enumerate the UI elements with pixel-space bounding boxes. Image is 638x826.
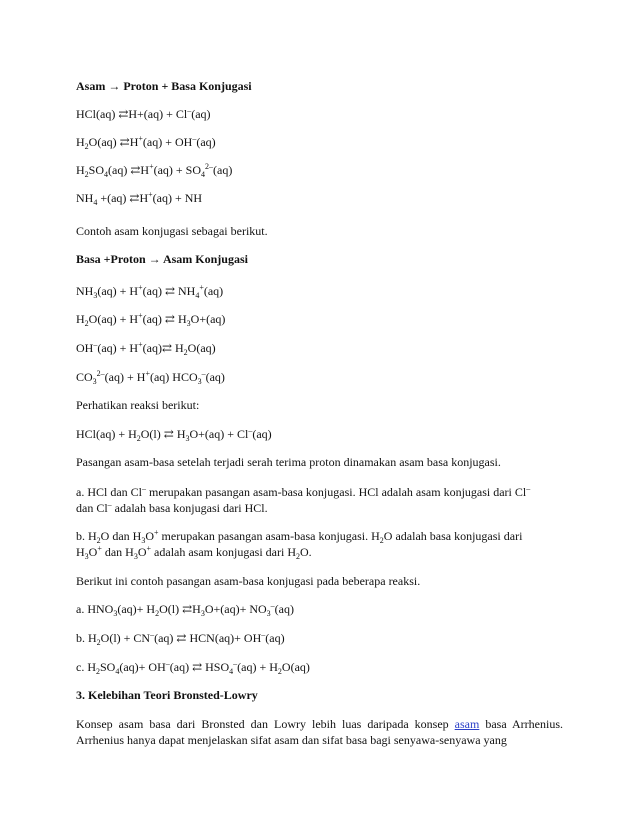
example-acid-text: Contoh asam konjugasi sebagai berikut. (76, 224, 268, 238)
example-pairs-text: Berikut ini contoh pasangan asam-basa konjugasi pada beberapa reaksi. (76, 574, 421, 588)
notice-reaction: $HCl(aq) + H_2O(l)$ ⇄ $H_3O+(aq) + Cl^-(aq)$ (76, 426, 272, 443)
pair-reaction-b: b. $H_2O(l) + CN^-(aq)$ ⇄ HCN(aq)+ OH–(aq) (76, 630, 285, 647)
acid-reaction-4: $NH_4 +(aq)$ ⇄H+(aq) + NH (76, 190, 203, 207)
asam-link[interactable]: asam (454, 717, 480, 731)
heading-base: Basa +Proton → Asam Konjugasi (76, 252, 248, 266)
heading-acid: Asam → Proton + Basa Konjugasi (76, 79, 252, 93)
point-a-paragraph: a. HCl dan Cl– merupakan pasangan asam-basa konjugasi. HCl adalah asam konjugasi dari Cl– dan Cl– adalah basa konjugasi dari HCl. (76, 484, 531, 515)
base-reaction-1: $NH_3(aq) + H^+(aq)$ ⇄ $NH_4^+(aq)$ (76, 283, 224, 300)
final-paragraph: Konsep asam basa dari Bronsted dan Lowry lebih luas daripada konsep asam basa Arrhenius. Arrhenius hanya dapat menjelaskan sifat asam dan sifat basa bagi senyawa-senyawa yang (76, 717, 563, 747)
heading-section-3: 3. Kelebihan Teori Bronsted-Lowry (76, 688, 258, 702)
pair-reaction-a: a. $HNO_3(aq)+ H_2O(l)$ $⇄H_3O+(aq)+ NO_3^-(aq)$ (76, 601, 294, 618)
pair-intro-text: Pasangan asam-basa setelah terjadi serah terima proton dinamakan asam basa konjugasi. (76, 455, 501, 469)
acid-reaction-3: $H_2SO_4(aq)$ ⇄H+(aq) + $SO_4^{2-}(aq)$ (76, 162, 233, 179)
pair-reaction-c: c. $H_2SO_4(aq)+ OH^-(aq)$ ⇄ $HSO_4^-(aq) + H_2O(aq)$ (76, 659, 310, 676)
base-reaction-4: $CO_3^{2-}(aq) + H^+(aq)$ $HCO_3^-(aq)$ (76, 369, 225, 386)
acid-reaction-1: HCl(aq) ⇄H+(aq) + Cl–(aq) (76, 106, 211, 121)
base-reaction-3: OH–(aq) + H+(aq)⇄ $H_2O(aq)$ (76, 340, 216, 357)
notice-text: Perhatikan reaksi berikut: (76, 398, 200, 412)
point-b-paragraph: b. $H_2O$ dan $H_3O^+$ merupakan pasangan asam-basa konjugasi. $H_2O$ adalah basa konjugasi dari $H_3O^+$ dan $H_3O^+$ adalah asam konjugasi dari $H_2O$. (76, 528, 523, 561)
base-reaction-2: $H_2O(aq) + H^+(aq)$ ⇄ $H_3O+(aq)$ (76, 311, 226, 328)
acid-reaction-2: $H_2O(aq)$ ⇄H+(aq) + OH–(aq) (76, 134, 216, 151)
